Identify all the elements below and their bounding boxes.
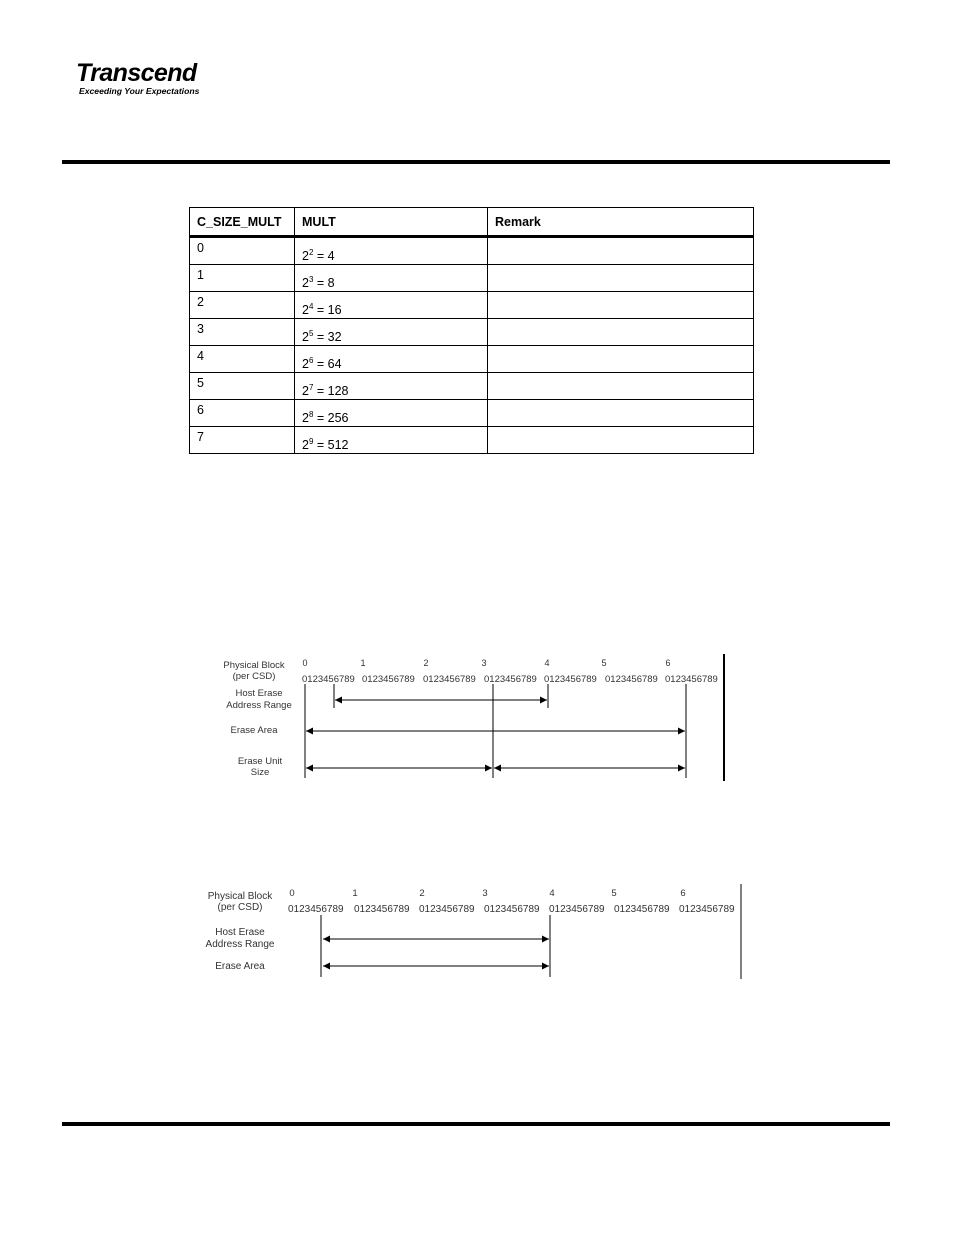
mult-result: = 64 (313, 357, 342, 371)
block-number: 2 (423, 658, 429, 668)
erase-unit-label: Erase Unit (237, 756, 283, 767)
block-number: 3 (482, 888, 488, 899)
host-erase-label: Host Erase (215, 927, 265, 938)
mult-exponent: 4 (308, 302, 314, 311)
block-number: 0 (289, 888, 295, 899)
mult-exponent: 8 (308, 410, 314, 419)
sector-digits: 0123456789 (605, 674, 658, 685)
block-number: 3 (481, 658, 487, 668)
mult-exponent: 5 (308, 329, 314, 338)
column-header-mult: MULT (295, 208, 488, 237)
mult-exponent: 9 (308, 437, 314, 446)
logo-wordmark: Transcend (76, 59, 197, 87)
mult-base: 2 (302, 249, 309, 263)
mult-base: 2 (302, 330, 309, 344)
sector-digits: 0123456789 (549, 904, 605, 915)
sector-digits: 0123456789 (419, 904, 475, 915)
mult-base: 2 (302, 357, 309, 371)
sector-digits: 0123456789 (423, 674, 476, 685)
footer-rule (62, 1122, 890, 1126)
block-number: 4 (544, 658, 550, 668)
mult-result: = 512 (313, 438, 349, 452)
c-size-mult-cell: 5 (190, 373, 295, 400)
sector-digits: 0123456789 (354, 904, 410, 915)
block-number: 6 (680, 888, 686, 899)
c-size-mult-cell: 3 (190, 319, 295, 346)
c-size-mult-cell: 1 (190, 265, 295, 292)
block-number: 5 (611, 888, 617, 899)
mult-base: 2 (302, 303, 309, 317)
c-size-mult-cell: 2 (190, 292, 295, 319)
c-size-mult-cell: 0 (190, 237, 295, 265)
block-number: 5 (601, 658, 607, 668)
mult-base: 2 (302, 276, 309, 290)
physical-block-label: Physical Block (223, 660, 285, 671)
block-number: 1 (352, 888, 358, 899)
mult-base: 2 (302, 438, 309, 452)
erase-area-label: Erase Area (215, 961, 265, 972)
erase-area-label: Erase Area (230, 725, 278, 736)
mult-exponent: 2 (308, 248, 314, 257)
mult-result: = 16 (313, 303, 342, 317)
mult-result: = 256 (313, 411, 349, 425)
sector-digits: 0123456789 (484, 674, 537, 685)
block-number: 2 (419, 888, 425, 899)
mult-base: 2 (302, 411, 309, 425)
sector-digits: 0123456789 (679, 904, 735, 915)
c-size-mult-cell: 7 (190, 427, 295, 454)
host-erase-label: Address Range (226, 700, 292, 711)
sector-digits: 0123456789 (362, 674, 415, 685)
host-erase-label: Address Range (205, 939, 275, 950)
physical-block-label: (per CSD) (217, 902, 263, 913)
host-erase-label: Host Erase (235, 688, 283, 699)
block-number: 1 (360, 658, 366, 668)
sector-digits: 0123456789 (484, 904, 540, 915)
mult-result: = 4 (313, 249, 335, 263)
physical-block-label: (per CSD) (232, 671, 276, 682)
mult-result: = 8 (313, 276, 335, 290)
logo-tagline: Exceeding Your Expectations (79, 86, 200, 96)
mult-exponent: 7 (308, 383, 314, 392)
column-header-c-size-mult: C_SIZE_MULT (190, 208, 295, 237)
sector-digits: 0123456789 (288, 904, 344, 915)
sector-digits: 0123456789 (544, 674, 597, 685)
physical-block-label: Physical Block (207, 891, 273, 902)
c-size-mult-cell: 4 (190, 346, 295, 373)
mult-result: = 32 (313, 330, 342, 344)
block-number: 4 (549, 888, 555, 899)
column-header-remark: Remark (488, 208, 754, 237)
block-number: 0 (302, 658, 308, 668)
mult-base: 2 (302, 384, 309, 398)
block-number: 6 (665, 658, 671, 668)
erase-unit-label: Size (250, 767, 270, 778)
mult-result: = 128 (313, 384, 349, 398)
sector-digits: 0123456789 (665, 674, 718, 685)
mult-exponent: 3 (308, 275, 314, 284)
sector-digits: 0123456789 (302, 674, 355, 685)
c-size-mult-cell: 6 (190, 400, 295, 427)
sector-digits: 0123456789 (614, 904, 670, 915)
mult-exponent: 6 (308, 356, 314, 365)
